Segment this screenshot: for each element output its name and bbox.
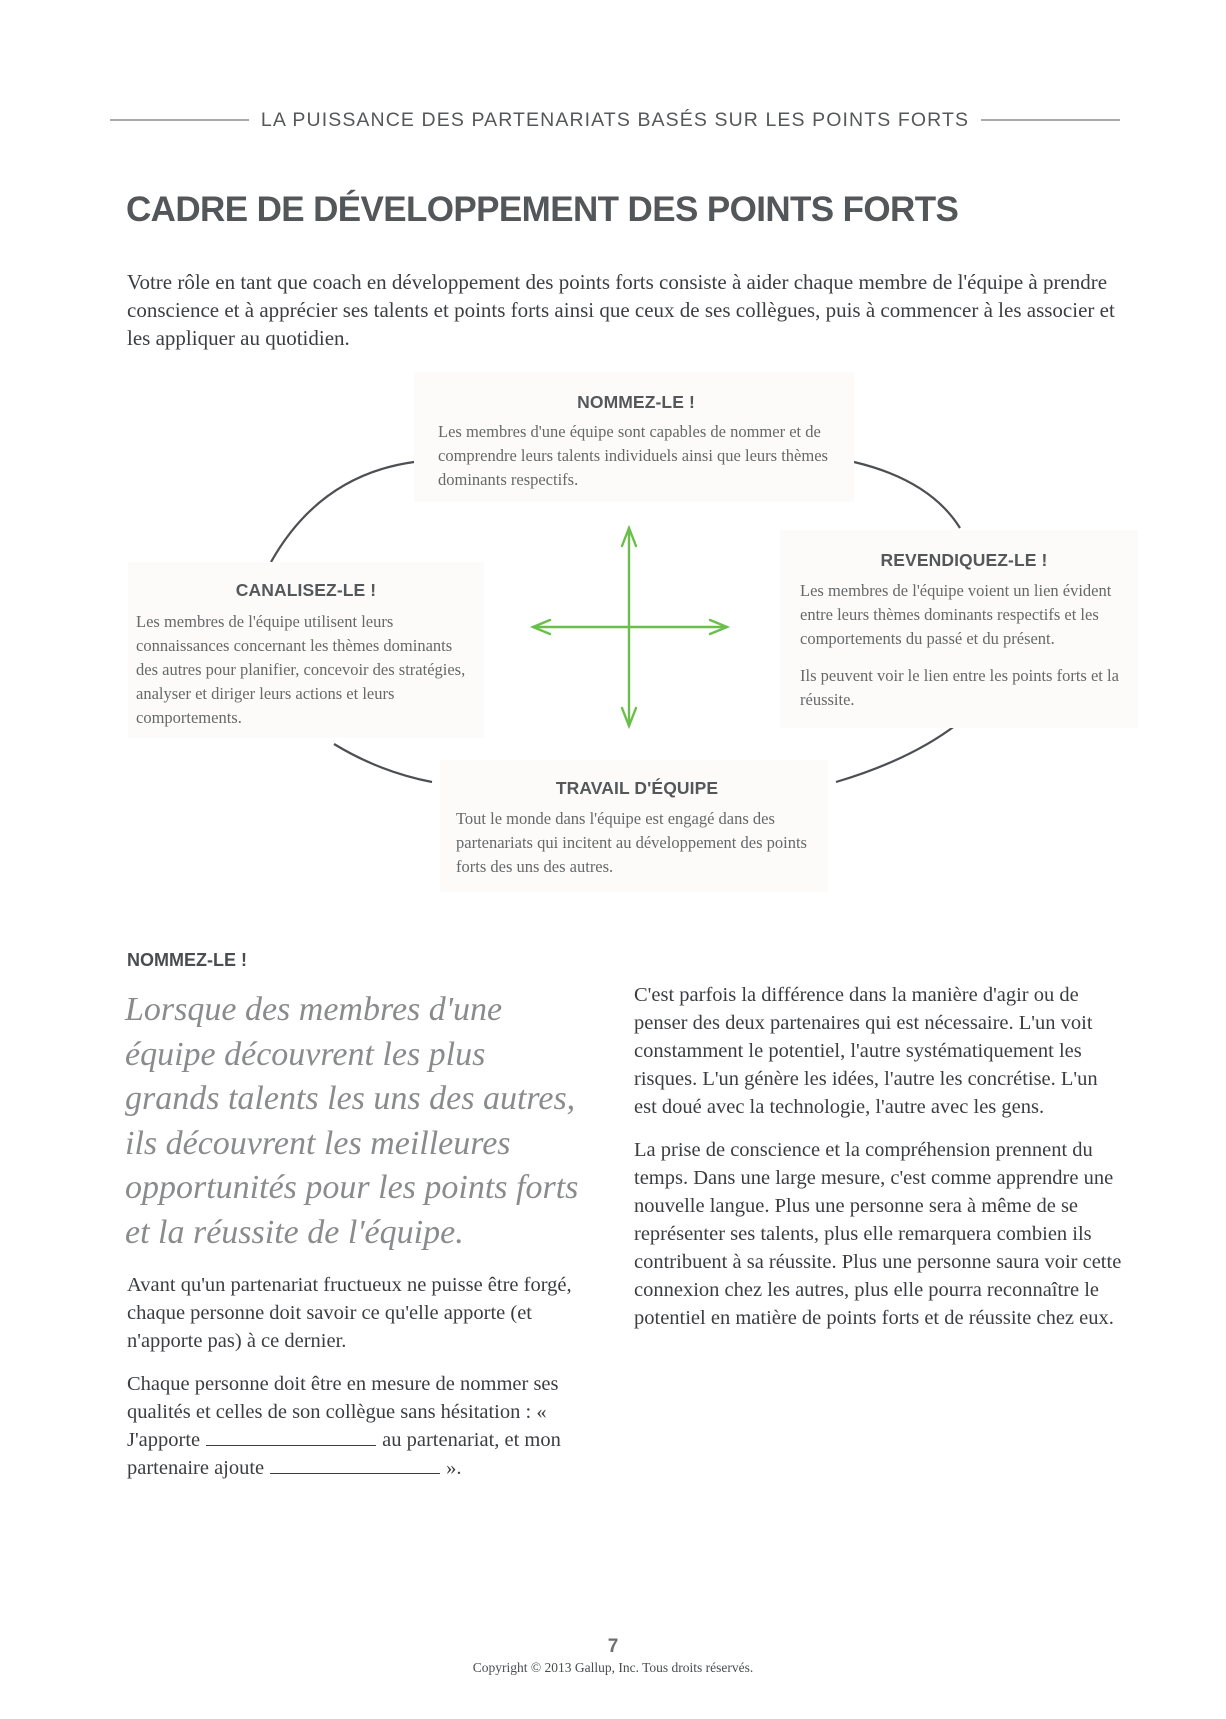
pull-quote: Lorsque des membres d'une équipe découvrent les plus grands talents les uns des autres, ils découvrent les meilleures opportunités pour les points forts et la réussite de l'équipe. [125,991,579,1251]
arc-claim-to-team [836,725,956,782]
page-title: CADRE DE DÉVELOPPEMENT DES POINTS FORTS [126,190,959,229]
fill-in-mid: au partenariat, et mon partenaire ajoute [127,1429,561,1479]
fill-in-blank-1[interactable] [206,1428,376,1446]
running-title: LA PUISSANCE DES PARTENARIATS BASÉS SUR LES POINTS FORTS [260,108,970,131]
cross-arrows-icon [533,528,727,726]
right-paragraph-2: La prise de conscience et la compréhension prennent du temps. Dans une large mesure, c'est comme apprendre une nouvelle langue. Plus une personne sera à même de se représenter ses talents, plus elle remarquera combien ils contribuent à sa réussite. Plus une personne saura voir cette connexion chez les autres, plus elle pourra reconnaître le potentiel en matière de points forts et de réussite chez eux. [634,1139,1122,1329]
fill-in-end: ». [446,1457,462,1479]
box-teamwork [440,760,828,892]
section-heading: NOMMEZ-LE ! [127,950,247,970]
right-column [634,981,1124,1332]
running-header [110,106,1120,134]
left-paragraph-1: Avant qu'un partenariat fructueux ne puisse être forgé, chaque personne doit savoir ce qu'elle apporte (et n'apporte pas) à ce dernier. [127,1274,572,1352]
box-name-it-text: Les membres d'une équipe sont capables de nommer et de comprendre leurs talents individuels ainsi que leurs thèmes dominants respectifs. [438,422,828,489]
intro-paragraph: Votre rôle en tant que coach en développement des points forts consiste à aider chaque membre de l'équipe à prendre conscience et à apprécier ses talents et points forts ainsi que ceux de ses collègues, puis à commencer à les associer et les appliquer au quotidien. [127,270,1115,350]
box-teamwork-text: Tout le monde dans l'équipe est engagé dans des partenariats qui incitent au développement des points forts des uns des autres. [456,809,807,876]
box-name-it [414,372,854,502]
arc-team-to-channel [334,744,432,782]
box-name-it-title: NOMMEZ-LE ! [577,392,695,412]
fill-in-blank-2[interactable] [270,1456,440,1474]
strengths-framework-diagram [0,380,1226,900]
box-claim-it [780,530,1138,728]
box-claim-it-text-2: Ils peuvent voir le lien entre les points forts et la réussite. [800,666,1119,709]
box-teamwork-title: TRAVAIL D'ÉQUIPE [555,778,719,798]
box-channel-it-text: Les membres de l'équipe utilisent leurs connaissances concernant les thèmes dominants des autres pour planifier, concevoir des stratégies, analyser et diriger leurs actions et leurs comportements. [136,612,466,727]
box-channel-it-title: CANALISEZ-LE ! [235,580,377,600]
box-claim-it-title: REVENDIQUEZ-LE ! [880,550,1048,570]
box-claim-it-text: Les membres de l'équipe voient un lien évident entre leurs thèmes dominants respectifs et les comportements du passé et du présent. [800,581,1112,648]
left-paragraph-2 [127,1370,607,1482]
arc-channel-to-name [271,462,414,562]
header-rule-right [981,119,1120,121]
header-rule-left [110,119,249,121]
fill-in-intro: Chaque personne doit être en mesure de nommer ses qualités et celles de son collègue sans hésitation : « J'apporte [127,1373,559,1451]
copyright-notice: Copyright © 2013 Gallup, Inc. Tous droits réservés. [472,1660,754,1675]
right-paragraph-1: C'est parfois la différence dans la manière d'agir ou de penser des deux partenaires qui est nécessaire. L'un voit constamment le potentiel, l'autre systématiquement les risques. L'un génère les idées, l'autre les concrétise. L'un est doué avec la technologie, l'autre avec les gens. [634,984,1098,1118]
left-column [127,1271,607,1482]
page-number: 7 [607,1636,619,1657]
box-channel-it [128,562,484,738]
arc-name-to-claim [854,462,960,528]
